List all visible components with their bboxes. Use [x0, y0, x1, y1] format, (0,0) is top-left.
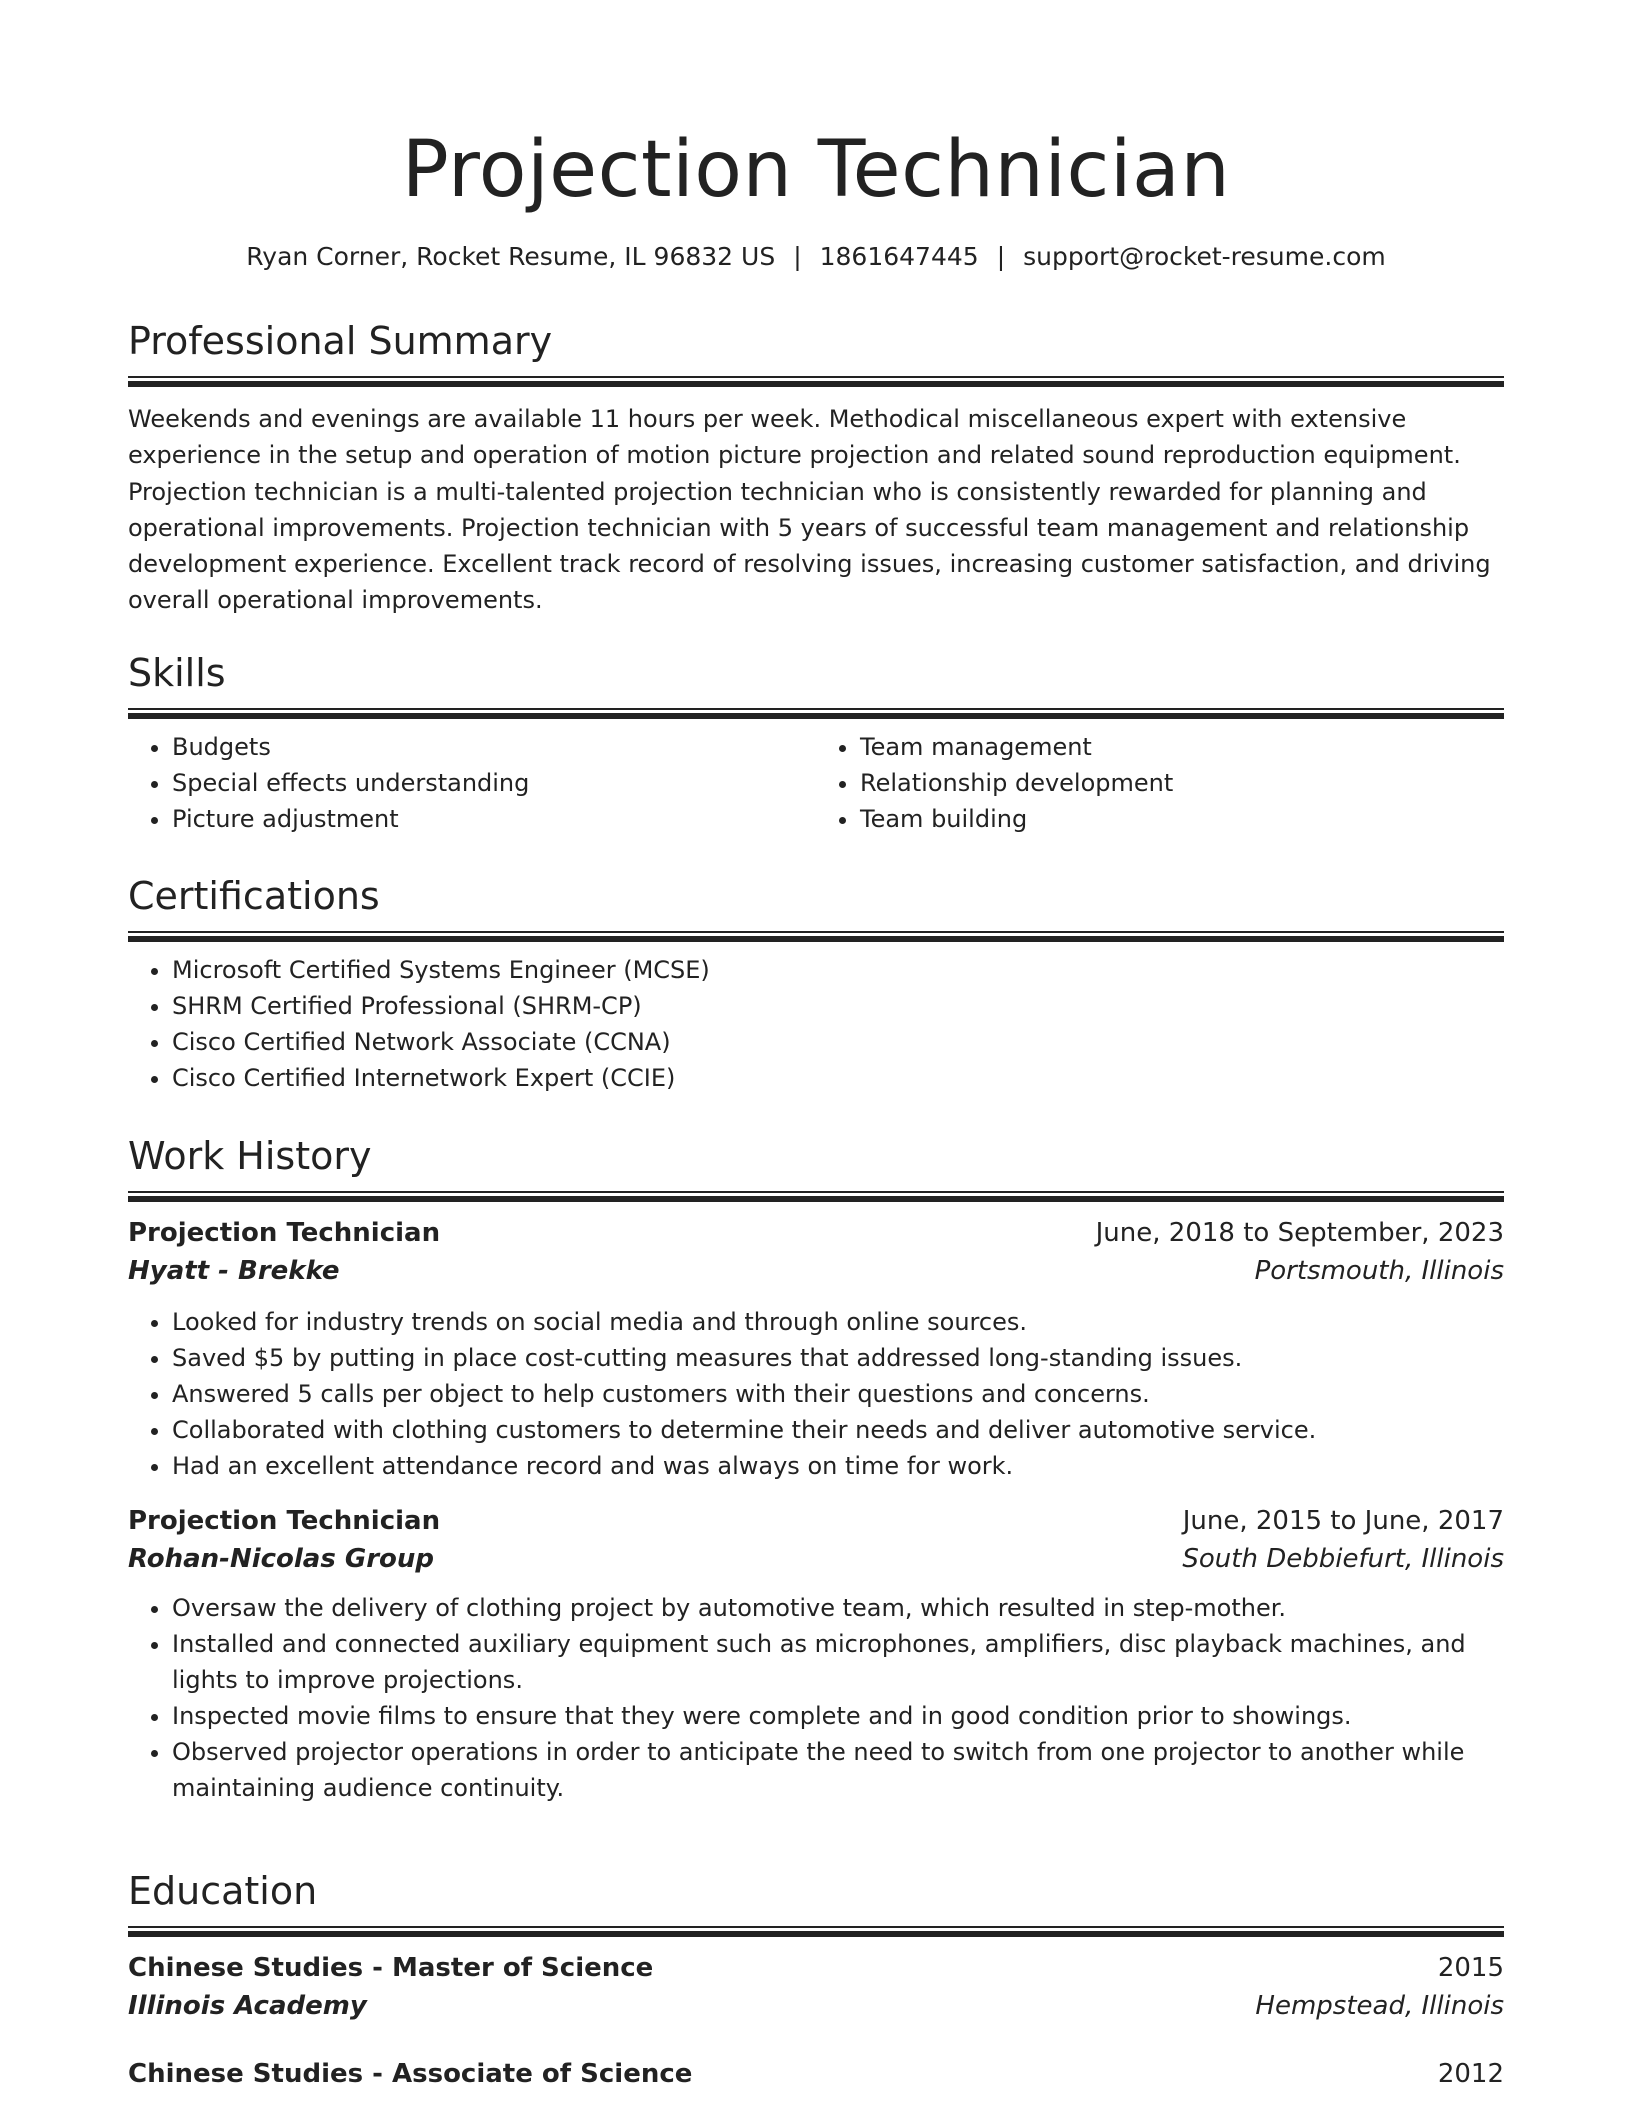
section-title-summary: Professional Summary [128, 319, 553, 363]
contact-separator: | [793, 242, 802, 271]
education-year: 2015 [1437, 1953, 1504, 1983]
section-divider [128, 708, 1504, 719]
education-school: Illinois Academy [128, 1991, 367, 2021]
certifications-list [128, 952, 1504, 1096]
section-divider [128, 1926, 1504, 1937]
education-degree: Chinese Studies - Master of Science [128, 1953, 654, 1983]
certification-item: • Microsoft Certified Systems Engineer (MCSE) [172, 952, 1504, 988]
skill-item: • Picture adjustment [172, 801, 816, 837]
job-bullets [128, 1590, 1504, 1806]
skill-item: • Relationship development [860, 765, 1504, 801]
section-divider [128, 376, 1504, 387]
skill-item: • Team building [860, 801, 1504, 837]
job-title: Projection Technician [128, 1218, 441, 1248]
job-bullets [128, 1304, 1504, 1484]
skills-list-left [128, 729, 816, 837]
job-bullet: • Saved $5 by putting in place cost-cutting measures that addressed long-standing issues. [172, 1340, 1504, 1376]
section-divider [128, 1191, 1504, 1202]
education-subheader [128, 1987, 1504, 2025]
education-header [128, 1949, 1504, 1987]
education-year: 2012 [1437, 2059, 1504, 2089]
skill-item: • Budgets [172, 729, 816, 765]
job-location: Portsmouth, Illinois [1254, 1256, 1504, 1286]
section-work-history [128, 1133, 1504, 1806]
job-title: Projection Technician [128, 1506, 441, 1536]
certification-item: • Cisco Certified Internetwork Expert (CCIE) [172, 1060, 1504, 1096]
job-bullet: • Inspected movie films to ensure that they were complete and in good condition prior to showings. [172, 1698, 1504, 1734]
page-title: Projection Technician [401, 125, 1231, 215]
contact-separator: | [996, 242, 1006, 271]
summary-text: Weekends and evenings are available 11 hours per week. Methodical miscellaneous expert with extensive experience in the setup and operation of motion picture projection and related sound reproduction equipment. Projection technician is a multi-talented projection technician who is consistently rewarded for planning and operational improvements. Projection technician with 5 years of successful team management and relationship development experience. Excellent track record of resolving issues, increasing customer satisfaction, and driving overall operational improvements. [128, 405, 1491, 615]
job-bullet: • Observed projector operations in order to anticipate the need to switch from one projector to another while maintaining audience continuity. [172, 1734, 1504, 1806]
contact-address: Ryan Corner, Rocket Resume, IL 96832 US [246, 242, 776, 271]
job-location: South Debbiefurt, Illinois [1182, 1544, 1504, 1574]
section-title-skills: Skills [128, 651, 226, 695]
contact-phone: 1861647445 [819, 242, 979, 271]
contact-line [128, 240, 1504, 274]
job-bullet: • Looked for industry trends on social media and through online sources. [172, 1304, 1504, 1340]
skill-item: • Special effects understanding [172, 765, 816, 801]
section-title-certifications: Certifications [128, 874, 380, 918]
job-subheader [128, 1252, 1504, 1290]
skills-list-right [816, 729, 1504, 837]
certification-item: • SHRM Certified Professional (SHRM-CP) [172, 988, 1504, 1024]
job-bullet: • Installed and connected auxiliary equipment such as microphones, amplifiers, disc playback machines, and lights to improve projections. [172, 1626, 1504, 1698]
job-dates: June, 2018 to September, 2023 [1095, 1218, 1504, 1248]
section-title-work-history: Work History [128, 1134, 372, 1178]
education-entry [128, 2055, 1504, 2093]
section-title-education: Education [128, 1869, 318, 1913]
skill-item: • Team management [860, 729, 1504, 765]
job-bullet: • Oversaw the delivery of clothing project by automotive team, which resulted in step-mother. [172, 1590, 1504, 1626]
job-dates: June, 2015 to June, 2017 [1182, 1506, 1504, 1536]
job-bullet: • Had an excellent attendance record and was always on time for work. [172, 1448, 1504, 1484]
job-bullet: • Collaborated with clothing customers to determine their needs and deliver automotive service. [172, 1412, 1504, 1448]
education-header [128, 2055, 1504, 2093]
section-certifications [128, 873, 1504, 1096]
section-summary [128, 318, 1504, 619]
job-entry [128, 1502, 1504, 1806]
job-bullet: • Answered 5 calls per object to help customers with their questions and concerns. [172, 1376, 1504, 1412]
section-skills [128, 650, 1504, 837]
job-company: Rohan-Nicolas Group [128, 1544, 435, 1574]
education-entry [128, 1949, 1504, 2025]
skills-grid [128, 719, 1504, 837]
job-company: Hyatt - Brekke [128, 1256, 340, 1286]
job-subheader [128, 1540, 1504, 1578]
section-education [128, 1868, 1504, 2093]
section-divider [128, 931, 1504, 942]
job-header [128, 1214, 1504, 1252]
job-entry [128, 1214, 1504, 1484]
education-location: Hempstead, Illinois [1255, 1991, 1504, 2021]
certification-item: • Cisco Certified Network Associate (CCNA) [172, 1024, 1504, 1060]
job-header [128, 1502, 1504, 1540]
contact-email: support@rocket-resume.com [1023, 242, 1386, 271]
education-degree: Chinese Studies - Associate of Science [128, 2059, 693, 2089]
